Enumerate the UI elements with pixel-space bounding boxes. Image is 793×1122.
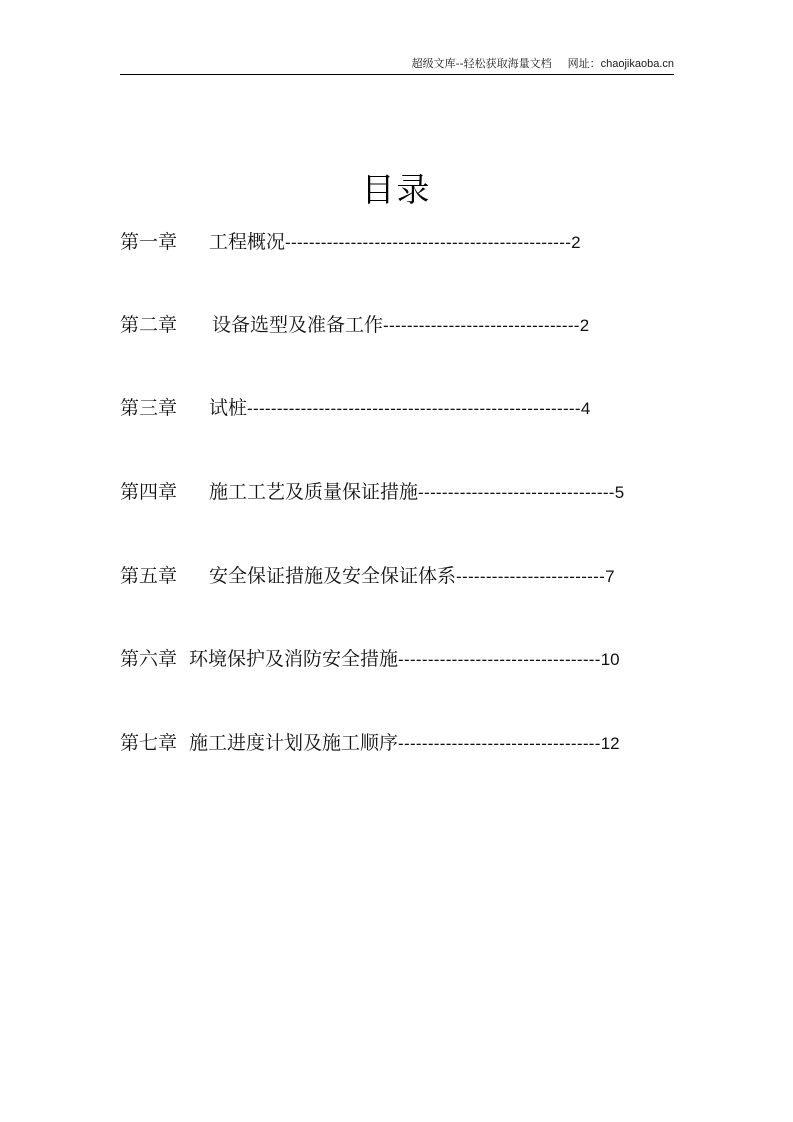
toc-chapter-title: 设备选型及准备工作 — [212, 314, 384, 336]
toc-chapter-title: 试桩 — [209, 397, 248, 419]
toc-dot-leader: -------------------------------------------------------- — [247, 399, 581, 418]
toc-chapter-title: 工程概况 — [209, 231, 286, 253]
toc-dot-leader: ------------------------------------------------ — [285, 233, 572, 252]
toc-chapter-title: 施工工艺及质量保证措施 — [209, 481, 419, 503]
toc-entry-chapter-1[interactable] — [120, 229, 581, 255]
toc-chapter-label: 第七章 — [120, 732, 178, 754]
toc-page-number: 2 — [571, 233, 581, 252]
toc-page-number: 12 — [600, 734, 620, 753]
toc-dot-leader: ---------------------------------- — [398, 734, 601, 753]
header-url: chaojikaoba.cn — [600, 58, 674, 70]
toc-dot-leader: ---------------------------------- — [398, 650, 601, 669]
toc-page-number: 4 — [580, 399, 591, 418]
toc-page-number: 5 — [614, 483, 625, 502]
toc-dot-leader: --------------------------------- — [383, 316, 580, 335]
toc-entry-chapter-3[interactable] — [120, 395, 590, 421]
toc-chapter-title: 施工进度计划及施工顺序 — [189, 732, 399, 754]
page-header — [120, 56, 674, 74]
toc-heading: 目录 — [361, 170, 432, 209]
toc-chapter-title: 安全保证措施及安全保证体系 — [209, 565, 457, 587]
toc-entry-chapter-6[interactable] — [120, 646, 620, 672]
toc-entry-chapter-2[interactable] — [120, 312, 589, 338]
toc-chapter-label: 第六章 — [120, 648, 178, 670]
toc-entry-chapter-5[interactable] — [120, 563, 615, 589]
toc-dot-leader: --------------------------------- — [418, 483, 615, 502]
toc-entry-chapter-7[interactable] — [120, 730, 620, 756]
toc-page-number: 7 — [605, 567, 615, 586]
toc-chapter-label: 第五章 — [120, 565, 178, 587]
toc-chapter-label: 第一章 — [120, 231, 178, 253]
toc-page-number: 10 — [600, 650, 620, 669]
header-url-label: 网址： — [567, 57, 601, 70]
toc-entry-chapter-4[interactable] — [120, 479, 624, 505]
toc-chapter-label: 第二章 — [120, 314, 178, 336]
header-site-name: 超级文库--轻松获取海量文档 — [411, 57, 552, 70]
toc-dot-leader: ------------------------- — [456, 567, 606, 586]
toc-chapter-title: 环境保护及消防安全措施 — [189, 648, 399, 670]
toc-chapter-label: 第四章 — [120, 481, 178, 503]
toc-page-number: 2 — [579, 316, 590, 335]
toc-chapter-label: 第三章 — [120, 397, 178, 419]
header-divider — [120, 74, 674, 75]
